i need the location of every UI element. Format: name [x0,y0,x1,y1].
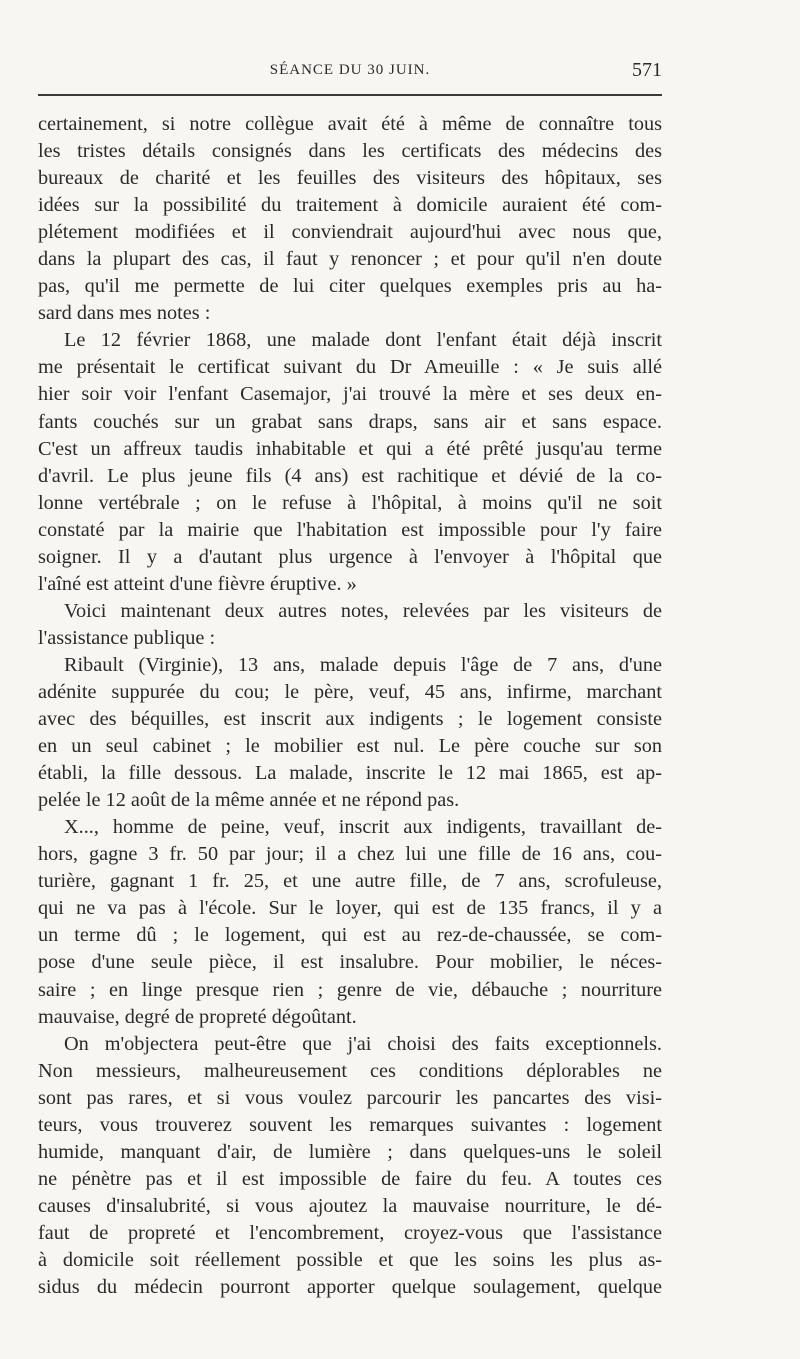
text-line: C'est un affreux taudis inhabitable et qui a été prêté jusqu'au terme [38,437,662,460]
text-line: à domicile soit réellement possible et que les soins les plus as- [38,1248,662,1271]
text-line: les tristes détails consignés dans les certificats des médecins des [38,140,662,163]
text-line: Le 12 février 1868, une malade dont l'enfant était déjà inscrit [64,329,662,352]
text-line: l'aîné est atteint d'une fièvre éruptive. » [38,572,357,595]
text-line: pas, qu'il me permette de lui citer quelques exemples pris au ha- [38,275,662,298]
text-line: un terme dû ; le logement, qui est au rez-de-chaussée, se com- [38,924,662,947]
text-line: dans la plupart des cas, il faut y renoncer ; et pour qu'il n'en doute [38,248,662,271]
text-line: turière, gagnant 1 fr. 25, et une autre fille, de 7 ans, scrofuleuse, [38,870,662,893]
text-line: sard dans mes notes : [38,302,211,325]
text-line: X..., homme de peine, veuf, inscrit aux indigents, travaillant de- [64,816,662,839]
text-line: soigner. Il y a d'autant plus urgence à l'envoyer à l'hôpital que [38,545,662,568]
text-line: bureaux de charité et les feuilles des visiteurs des hôpitaux, ses [38,167,662,190]
text-line: plétement modifiées et il conviendrait aujourd'hui avec nous que, [38,221,662,244]
text-line: teurs, vous trouverez souvent les remarques suivantes : logement [38,1113,662,1136]
text-line: avec des béquilles, est inscrit aux indigents ; le logement consiste [38,708,662,731]
text-line: hier soir voir l'enfant Casemajor, j'ai trouvé la mère et ses deux en- [38,383,662,406]
text-line: adénite suppurée du cou; le père, veuf, 45 ans, infirme, marchant [38,680,662,703]
text-line: hors, gagne 3 fr. 50 par jour; il a chez lui une fille de 16 ans, cou- [38,843,662,866]
text-line: fants couchés sur un grabat sans draps, sans air et sans espace. [38,410,662,433]
running-head: SÉANCE DU 30 JUIN. [269,62,431,78]
text-line: sont pas rares, et si vous voulez parcourir les pancartes des visi- [38,1086,662,1109]
text-line: lonne vertébrale ; on le refuse à l'hôpital, à moins qu'il ne soit [38,491,662,514]
text-line: pelée le 12 août de la même année et ne répond pas. [38,789,460,812]
text-line: d'avril. Le plus jeune fils (4 ans) est rachitique et dévié de la co- [38,464,662,487]
text-line: On m'objectera peut-être que j'ai choisi des faits exceptionnels. [64,1032,662,1055]
text-line: l'assistance publique : [38,626,216,649]
text-line: certainement, si notre collègue avait été à même de connaître tous [38,113,662,135]
text-line: Non messieurs, malheureusement ces conditions déplorables ne [38,1059,662,1082]
text-line: Voici maintenant deux autres notes, relevées par les visiteurs de [64,599,662,622]
text-line: mauvaise, degré de propreté dégoûtant. [38,1005,357,1028]
text-line: humide, manquant d'air, de lumière ; dans quelques-uns le soleil [38,1140,662,1163]
body-text [38,111,662,1301]
text-line: idées sur la possibilité du traitement à domicile auraient été com- [38,194,662,217]
text-line: constaté par la mairie que l'habitation est impossible pour l'y faire [38,518,662,541]
text-line: saire ; en linge presque rien ; genre de vie, débauche ; nourriture [38,978,662,1001]
text-line: en un seul cabinet ; le mobilier est nul. Le père couche sur son [38,735,662,758]
text-line: pose d'une seule pièce, il est insalubre. Pour mobilier, le néces- [38,951,662,974]
text-line: qui ne va pas à l'école. Sur le loyer, qui est de 135 francs, il y a [38,897,662,920]
text-line: causes d'insalubrité, si vous ajoutez la mauvaise nourriture, le dé- [38,1194,662,1217]
text-line: Ribault (Virginie), 13 ans, malade depuis l'âge de 7 ans, d'une [64,653,662,676]
text-line: établi, la fille dessous. La malade, inscrite le 12 mai 1865, est ap- [38,762,662,785]
page-header [38,56,662,92]
text-line: sidus du médecin pourront apporter quelque soulagement, quelque [38,1276,662,1299]
text-line: faut de propreté et l'encombrement, croyez-vous que l'assistance [38,1221,662,1244]
header-rule [38,94,662,96]
text-line: me présentait le certificat suivant du Dr Ameuille : « Je suis allé [38,356,662,379]
page-number: 571 [632,59,662,81]
text-line: ne pénètre pas et il est impossible de faire du feu. A toutes ces [38,1167,662,1190]
